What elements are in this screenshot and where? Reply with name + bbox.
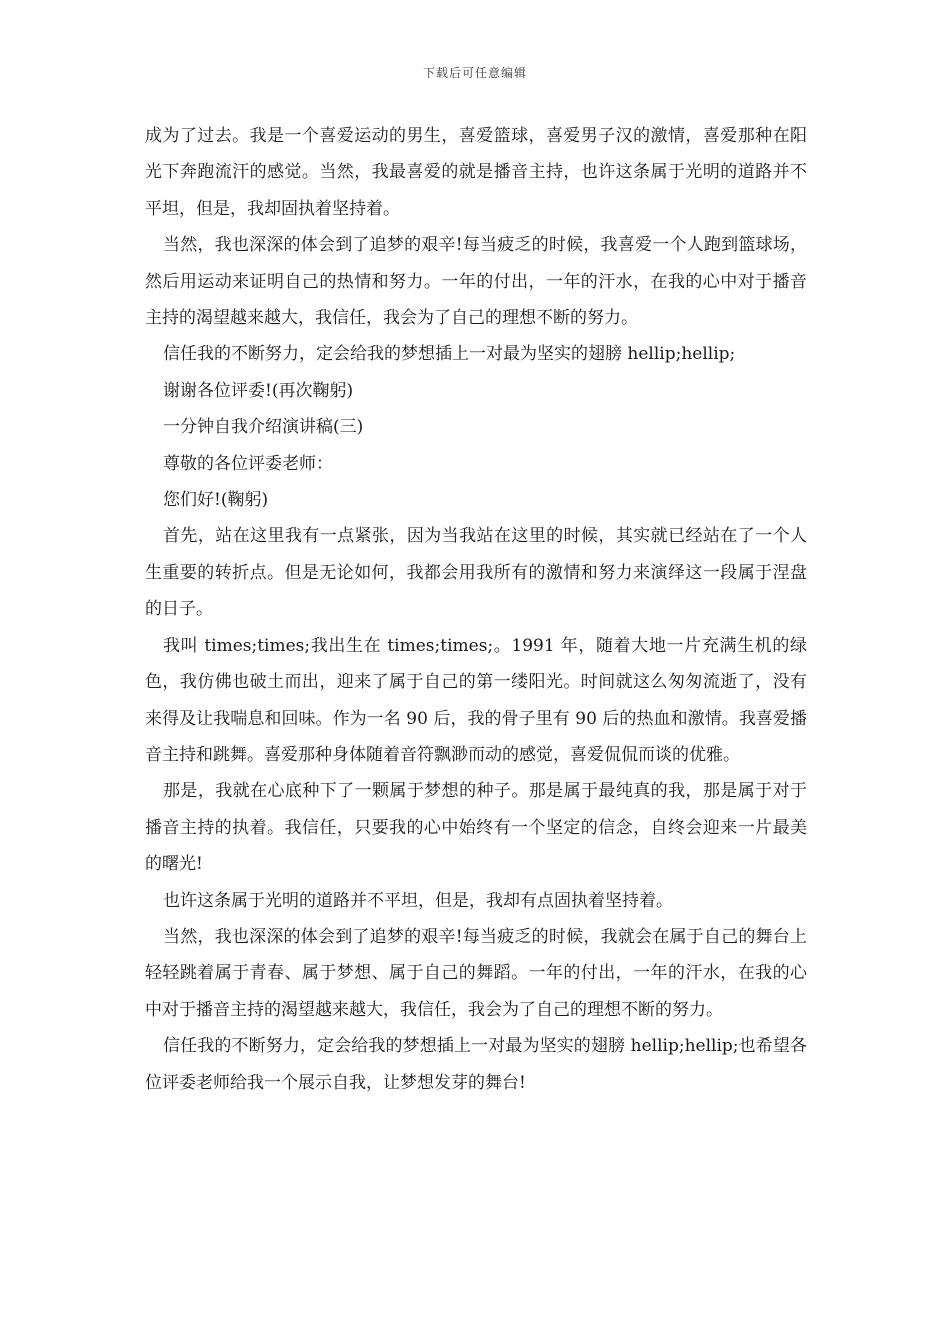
- document-body: [145, 118, 807, 1101]
- paragraph: 当然，我也深深的体会到了追梦的艰辛!每当疲乏的时候，我就会在属于自己的舞台上轻轻跳着属于青春、属于梦想、属于自己的舞蹈。一年的付出，一年的汗水，在我的心中对于播音主持的渴望越来越大，我信任，我会为了自己的理想不断的努力。: [145, 926, 807, 1020]
- salutation: 尊敬的各位评委老师：: [163, 453, 333, 474]
- paragraph: 我叫 times;times;我出生在 times;times;。1991 年，随着大地一片充满生机的绿色，我仿佛也破土而出，迎来了属于自己的第一缕阳光。时间就这么匆匆流逝了，没有来得及让我喘息和回味。作为一名 90 后，我的骨子里有 90 后的热血和激情。我喜爱播音主持和跳舞。喜爱那种身体随着音符飘渺而动的感觉，喜爱侃侃而谈的优雅。: [145, 635, 807, 765]
- page-header: 下载后可任意编辑: [422, 66, 527, 80]
- paragraph: 当然，我也深深的体会到了追梦的艰辛!每当疲乏的时候，我喜爱一个人跑到篮球场，然后用运动来证明自己的热情和努力。一年的付出，一年的汗水，在我的心中对于播音主持的渴望越来越大，我信任，我会为了自己的理想不断的努力。: [145, 235, 807, 329]
- paragraph: 首先，站在这里我有一点紧张，因为当我站在这里的时候，其实就已经站在了一个人生重要的转折点。但是无论如何，我都会用我所有的激情和努力来演绎这一段属于涅盘的日子。: [145, 526, 807, 620]
- paragraph: 也许这条属于光明的道路并不平坦，但是，我却有点固执着坚持着。: [163, 890, 673, 911]
- paragraph: 成为了过去。我是一个喜爱运动的男生，喜爱篮球，喜爱男子汉的激情，喜爱那种在阳光下奔跑流汗的感觉。当然，我最喜爱的就是播音主持，也许这条属于光明的道路并不平坦，但是，我却固执着坚持着。: [145, 126, 807, 219]
- paragraph: 信任我的不断努力，定会给我的梦想插上一对最为坚实的翅膀 hellip;hellip;也希望各位评委老师给我一个展示自我，让梦想发芽的舞台!: [145, 1036, 807, 1093]
- paragraph: 信任我的不断努力，定会给我的梦想插上一对最为坚实的翅膀 hellip;hellip;: [163, 344, 736, 365]
- paragraph: 那是，我就在心底种下了一颗属于梦想的种子。那是属于最纯真的我，那是属于对于播音主持的执着。我信任，只要我的心中始终有一个坚定的信念，自终会迎来一片最美的曙光!: [145, 781, 807, 875]
- paragraph: 谢谢各位评委!(再次鞠躬): [163, 380, 354, 401]
- section-title: 一分钟自我介绍演讲稿(三): [163, 417, 364, 438]
- greeting: 您们好!(鞠躬): [163, 490, 269, 511]
